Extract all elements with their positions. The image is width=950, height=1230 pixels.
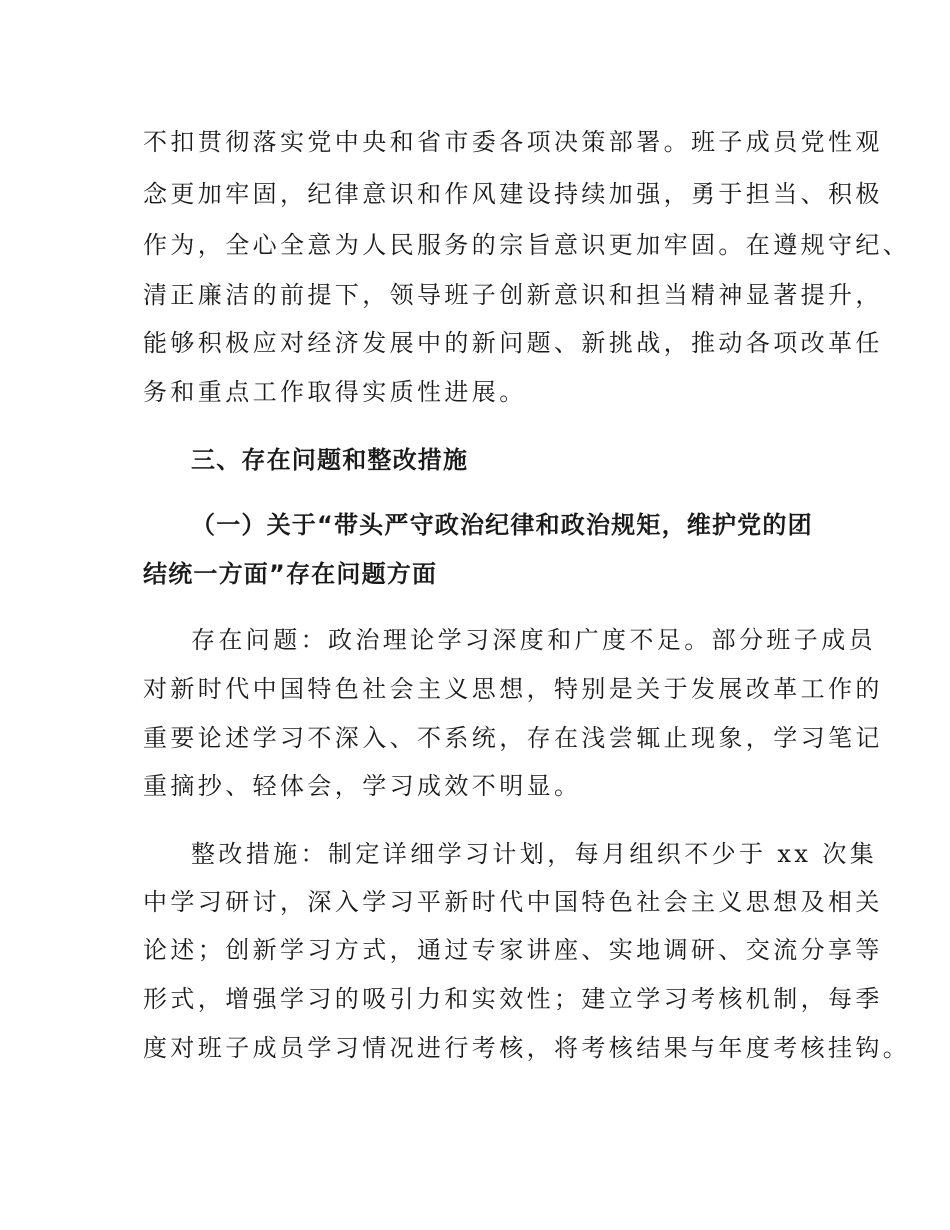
- text-line: 重要论述学习不深入、不系统，存在浅尝辄止现象，学习笔记: [143, 724, 883, 752]
- section-heading: 三、存在问题和整改措施: [191, 446, 469, 474]
- text-line: 度对班子成员学习情况进行考核，将考核结果与年度考核挂钩。: [143, 1034, 911, 1062]
- heading-line: 结统一方面”存在问题方面: [143, 560, 438, 588]
- heading-line: （一）关于“带头严守政治纪律和政治规矩，维护党的团: [191, 511, 813, 539]
- text-line: 念更加牢固，纪律意识和作风建设持续加强，勇于担当、积极: [143, 180, 883, 208]
- text-line: 重摘抄、轻体会，学习成效不明显。: [143, 772, 582, 800]
- text-line: 中学习研讨，深入学习平新时代中国特色社会主义思想及相关: [143, 888, 883, 916]
- text-line: 不扣贯彻落实党中央和省市委各项决策部署。班子成员党性观: [143, 128, 883, 156]
- text-line: 对新时代中国特色社会主义思想，特别是关于发展改革工作的: [143, 675, 883, 703]
- text-line: 作为，全心全意为人民服务的宗旨意识更加牢固。在遵规守纪、: [143, 231, 911, 259]
- text-line: 整改措施：制定详细学习计划，每月组织不少于 xx 次集: [191, 840, 878, 868]
- text-line: 形式，增强学习的吸引力和实效性；建立学习考核机制，每季: [143, 985, 883, 1013]
- text-line: 能够积极应对经济发展中的新问题、新挑战，推动各项改革任: [143, 329, 883, 357]
- text-line: 务和重点工作取得实质性进展。: [143, 378, 527, 406]
- text-line: 清正廉洁的前提下，领导班子创新意识和担当精神显著提升，: [143, 281, 883, 309]
- text-line: 存在问题：政治理论学习深度和广度不足。部分班子成员: [191, 626, 876, 654]
- text-line: 论述；创新学习方式，通过专家讲座、实地调研、交流分享等: [143, 936, 883, 964]
